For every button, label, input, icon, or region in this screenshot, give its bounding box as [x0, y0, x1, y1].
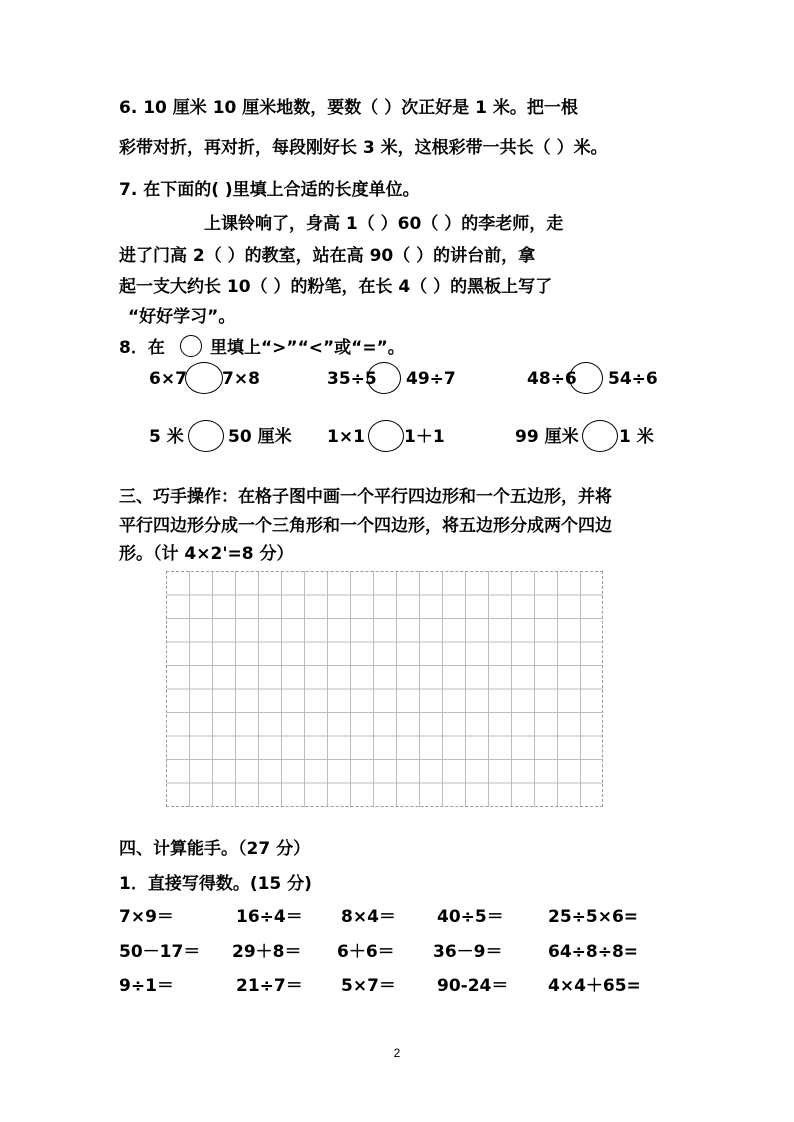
- calc-r2-c5: 64÷8÷8=: [548, 942, 639, 962]
- page-number: 2: [393, 1046, 401, 1060]
- q8-r2-c2-circle[interactable]: [368, 420, 404, 452]
- q8-r2-c1-left: 5 米: [149, 427, 184, 447]
- drawing-grid[interactable]: [166, 571, 603, 807]
- q8-r1-c2-right: 49÷7: [406, 369, 456, 389]
- calc-r1-c3: 8×4＝: [341, 907, 396, 927]
- calc-r2-c1: 50－17＝: [119, 942, 201, 962]
- q6-line-1: 6. 10 厘米 10 厘米地数，要数（ ）次正好是 1 米。把一根: [119, 98, 578, 118]
- q8-r1-c3-circle[interactable]: [569, 362, 603, 394]
- calc-r1-c1: 7×9＝: [119, 907, 174, 927]
- q8-r1-c2-circle[interactable]: [367, 362, 401, 394]
- q8-title-suffix: 里填上“>”“<”或“=”。: [210, 338, 405, 358]
- q8-r2-c1-right: 50 厘米: [228, 427, 292, 447]
- section3-line-3: 形。（计 4×2'=8 分）: [119, 544, 294, 564]
- calc-r3-c3: 5×7＝: [341, 976, 396, 996]
- calc-r3-c1: 9÷1＝: [119, 976, 174, 996]
- q8-r2-c3-circle[interactable]: [582, 420, 618, 452]
- q8-r2-c2-left: 1×1: [327, 427, 365, 447]
- q6-line-2: 彩带对折，再对折，每段刚好长 3 米，这根彩带一共长（ ）米。: [119, 138, 608, 158]
- calc-r3-c2: 21÷7＝: [236, 976, 303, 996]
- q7-line-3: 起一支大约长 10（ ）的粉笔，在长 4（ ）的黑板上写了: [119, 277, 553, 297]
- q8-r2-c2-right: 1＋1: [404, 427, 445, 447]
- q8-r1-c2-left: 35÷5: [327, 369, 377, 389]
- q8-r1-c1-left: 6×7: [149, 369, 187, 389]
- calc-r2-c2: 29＋8＝: [232, 942, 302, 962]
- q8-r2-c3-left: 99 厘米: [515, 427, 579, 447]
- q8-r2-c1-circle[interactable]: [188, 420, 224, 452]
- section4-title: 四、计算能手。（27 分）: [119, 839, 311, 859]
- q8-r1-c3-left: 48÷6: [527, 369, 577, 389]
- calc-r3-c4: 90-24＝: [437, 976, 509, 996]
- q7-line-1: 上课铃响了，身高 1（ ）60（ ）的李老师，走: [204, 214, 564, 234]
- q8-r1-c3-right: 54÷6: [608, 369, 658, 389]
- q8-r1-c1-circle[interactable]: [185, 362, 223, 394]
- section3-line-1: 三、巧手操作：在格子图中画一个平行四边形和一个五边形，并将: [119, 487, 612, 507]
- calc-r2-c3: 6＋6＝: [337, 942, 395, 962]
- q7-line-4: “好好学习”。: [128, 307, 236, 327]
- q8-r2-c3-right: 1 米: [619, 427, 654, 447]
- q7-line-2: 进了门高 2（ ）的教室，站在高 90（ ）的讲台前，拿: [119, 246, 536, 266]
- section3-line-2: 平行四边形分成一个三角形和一个四边形，将五边形分成两个四边: [119, 516, 612, 536]
- q8-title-circle: [180, 335, 202, 357]
- q8-title-prefix: 8．在: [119, 338, 165, 358]
- q8-r1-c1-right: 7×8: [222, 369, 260, 389]
- calc-r2-c4: 36－9＝: [433, 942, 503, 962]
- q7-title: 7. 在下面的( )里填上合适的长度单位。: [119, 180, 420, 200]
- section4-sub1: 1．直接写得数。(15 分): [119, 874, 312, 894]
- calc-r1-c4: 40÷5＝: [437, 907, 504, 927]
- calc-r3-c5: 4×4＋65=: [548, 976, 641, 996]
- calc-r1-c2: 16÷4＝: [236, 907, 303, 927]
- calc-r1-c5: 25÷5×6=: [548, 907, 639, 927]
